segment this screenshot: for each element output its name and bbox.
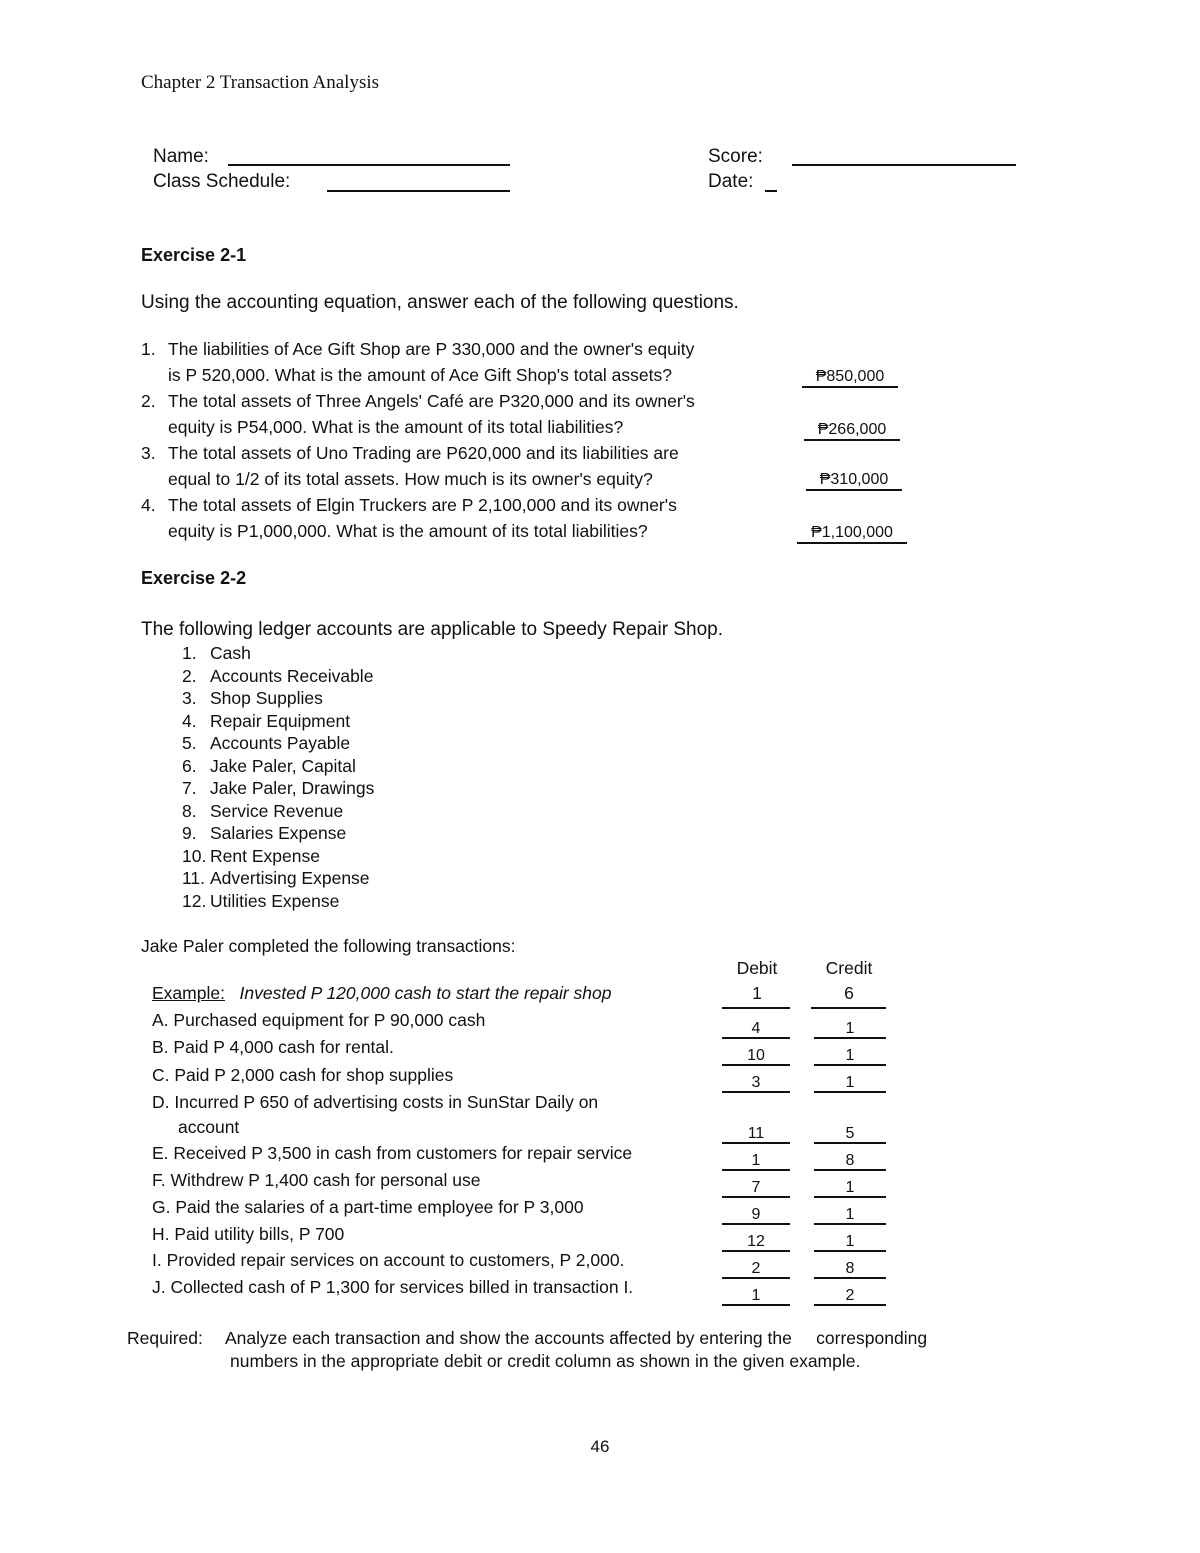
question-4 (141, 492, 761, 544)
example-debit: 1 (752, 983, 762, 1003)
answer-value: ₱850,000 (802, 368, 899, 388)
question-text-line1: The total assets of Elgin Truckers are P 2,100,000 and its owner's (168, 495, 677, 515)
transaction-f: F. Withdrew P 1,400 cash for personal use (152, 1170, 481, 1190)
credit-column-header: Credit (825, 958, 873, 978)
transaction-b: B. Paid P 4,000 cash for rental. (152, 1037, 394, 1057)
debit-cell[interactable]: 7 (722, 1180, 790, 1198)
list-item: 1. Cash (182, 643, 251, 663)
class-schedule-label: Class Schedule: (153, 171, 291, 192)
example-debit-line (722, 1007, 790, 1009)
answer-value: ₱266,000 (804, 421, 901, 441)
transaction-h: H. Paid utility bills, P 700 (152, 1224, 345, 1244)
credit-cell[interactable]: 1 (814, 1207, 886, 1225)
question-number: 3. (141, 443, 156, 463)
answer-value: ₱310,000 (806, 471, 903, 491)
debit-cell[interactable]: 1 (722, 1288, 790, 1306)
credit-cell[interactable]: 8 (814, 1261, 886, 1279)
example-credit-line (811, 1007, 886, 1009)
answer-3[interactable] (794, 471, 914, 491)
score-field-line[interactable] (792, 164, 1016, 166)
transaction-a: A. Purchased equipment for P 90,000 cash (152, 1010, 486, 1030)
question-text-line2: equity is P1,000,000. What is the amount of its total liabilities? (168, 521, 648, 541)
transaction-i: I. Provided repair services on account to customers, P 2,000. (152, 1250, 625, 1270)
debit-column-header: Debit (736, 958, 778, 978)
list-item: 7. Jake Paler, Drawings (182, 778, 375, 798)
question-text-line1: The total assets of Three Angels' Café are P320,000 and its owner's (168, 391, 695, 411)
debit-cell[interactable]: 4 (722, 1021, 790, 1039)
required-text-line1: Analyze each transaction and show the accounts affected by entering the corresponding (225, 1328, 928, 1348)
list-item: 6. Jake Paler, Capital (182, 755, 356, 776)
question-3 (141, 440, 761, 492)
score-label: Score: (708, 146, 763, 167)
date-label: Date: (708, 171, 754, 192)
list-item: 12. Utilities Expense (182, 890, 340, 911)
exercise-2-1-title: Exercise 2-1 (141, 245, 247, 265)
credit-cell[interactable]: 1 (814, 1021, 886, 1039)
debit-cell[interactable]: 12 (722, 1234, 790, 1252)
example-label: Example: (152, 983, 225, 1003)
required-label: Required: (127, 1328, 203, 1348)
debit-cell[interactable]: 2 (722, 1261, 790, 1279)
question-text-line2: equal to 1/2 of its total assets. How much is its owner's equity? (168, 469, 653, 489)
transaction-j: J. Collected cash of P 1,300 for services billed in transaction I. (152, 1277, 634, 1297)
credit-cell[interactable]: 8 (814, 1153, 886, 1171)
transaction-g: G. Paid the salaries of a part-time employee for P 3,000 (152, 1197, 584, 1217)
list-item: 5. Accounts Payable (182, 733, 351, 753)
list-item: 8. Service Revenue (182, 800, 344, 821)
debit-cell[interactable]: 3 (722, 1075, 790, 1093)
name-field-line[interactable] (228, 164, 510, 166)
exercise-2-2-title: Exercise 2-2 (141, 568, 247, 588)
credit-cell[interactable]: 1 (814, 1048, 886, 1066)
ledger-accounts-list (182, 642, 374, 912)
question-number: 2. (141, 391, 156, 411)
example-row (152, 983, 612, 1004)
debit-cell[interactable]: 10 (722, 1048, 790, 1066)
example-text: Invested P 120,000 cash to start the repair shop (239, 983, 612, 1003)
credit-cell[interactable]: 2 (814, 1288, 886, 1306)
list-item: 2. Accounts Receivable (182, 665, 374, 686)
credit-cell[interactable]: 1 (814, 1180, 886, 1198)
exercise-2-1-intro: Using the accounting equation, answer each of the following questions. (141, 292, 739, 313)
transaction-d: D. Incurred P 650 of advertising costs in SunStar Daily on (152, 1092, 599, 1112)
list-item: 4. Repair Equipment (182, 710, 351, 731)
transactions-intro: Jake Paler completed the following transactions: (141, 936, 516, 956)
example-credit: 6 (844, 983, 854, 1003)
credit-cell[interactable]: 1 (814, 1075, 886, 1093)
page-number: 46 (590, 1437, 610, 1456)
credit-cell[interactable]: 5 (814, 1126, 886, 1144)
class-schedule-field-line[interactable] (327, 190, 510, 192)
chapter-title: Chapter 2 Transaction Analysis (141, 72, 380, 93)
credit-cell[interactable]: 1 (814, 1234, 886, 1252)
transaction-c: C. Paid P 2,000 cash for shop supplies (152, 1065, 454, 1085)
exercise-2-2-intro: The following ledger accounts are applicable to Speedy Repair Shop. (141, 619, 723, 640)
question-2 (141, 388, 761, 440)
debit-cell[interactable]: 9 (722, 1207, 790, 1225)
list-item: 9. Salaries Expense (182, 823, 347, 843)
transaction-d-cont: account (178, 1117, 240, 1137)
list-item: 10. Rent Expense (182, 845, 320, 866)
transaction-e: E. Received P 3,500 in cash from customers for repair service (152, 1143, 633, 1163)
question-text-line2: equity is P54,000. What is the amount of its total liabilities? (168, 417, 624, 437)
answer-value: ₱1,100,000 (797, 524, 907, 544)
list-item: 11. Advertising Expense (182, 868, 370, 888)
name-label: Name: (153, 146, 209, 167)
required-text-line2: numbers in the appropriate debit or credit column as shown in the given example. (230, 1351, 861, 1371)
question-number: 4. (141, 495, 156, 515)
debit-cell[interactable]: 11 (722, 1126, 790, 1144)
date-field-line[interactable] (765, 190, 777, 192)
answer-4[interactable] (792, 524, 912, 544)
question-text-line1: The total assets of Uno Trading are P620,000 and its liabilities are (168, 443, 679, 463)
question-1 (141, 336, 761, 388)
question-number: 1. (141, 339, 156, 359)
list-item: 3. Shop Supplies (182, 688, 323, 708)
debit-cell[interactable]: 1 (722, 1153, 790, 1171)
answer-1[interactable] (790, 368, 910, 388)
question-text-line2: is P 520,000. What is the amount of Ace Gift Shop's total assets? (168, 365, 672, 385)
question-text-line1: The liabilities of Ace Gift Shop are P 330,000 and the owner's equity (168, 339, 695, 359)
answer-2[interactable] (792, 421, 912, 441)
